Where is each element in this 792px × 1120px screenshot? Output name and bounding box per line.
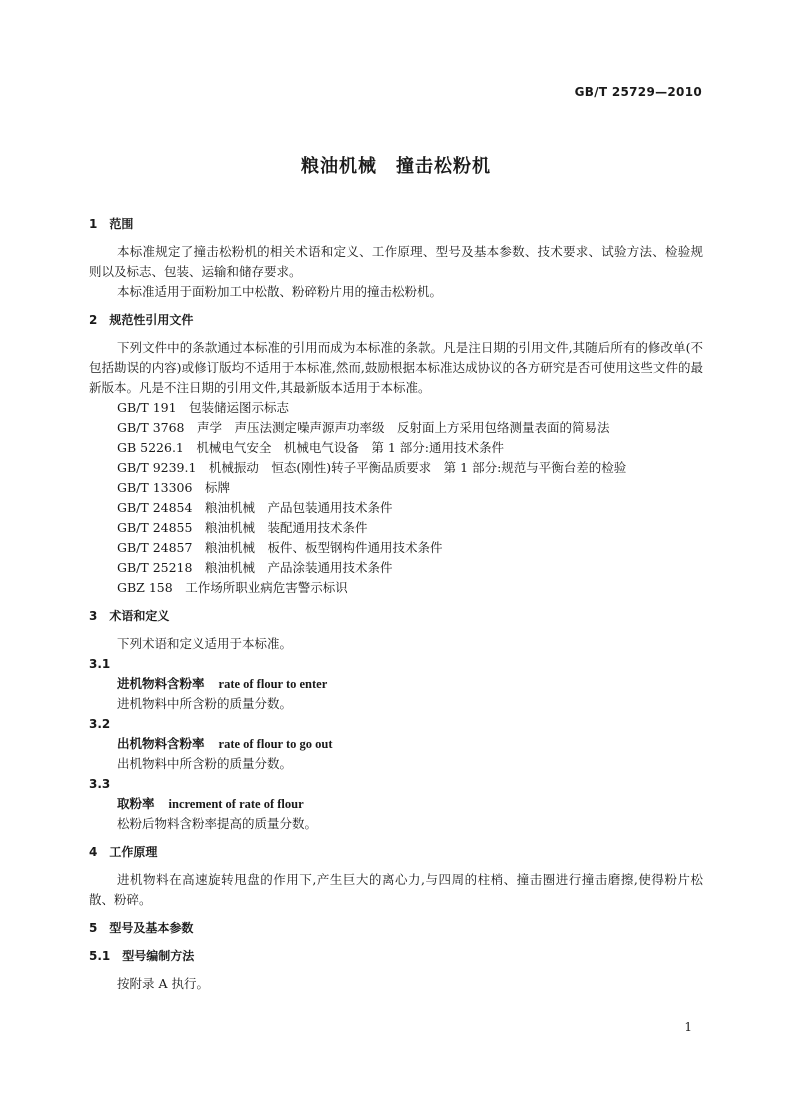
term-name (89, 734, 703, 754)
paragraph: 本标准适用于面粉加工中松散、粉碎粉片用的撞击松粉机。 (117, 284, 443, 299)
section-heading-model-parameters: 5 型号及基本参数 (89, 921, 194, 935)
document-title: 粮油机械 撞击松粉机 (301, 156, 491, 177)
reference-item: GB 5226.1 机械电气安全 机械电气设备 第 1 部分:通用技术条件 (117, 440, 504, 455)
reference-item: GB/T 24855 粮油机械 装配通用技术条件 (117, 520, 368, 535)
term-name-zh: 取粉率 (117, 796, 155, 811)
term-definition: 进机物料中所含粉的质量分数。 (117, 696, 293, 711)
reference-item: GB/T 25218 粮油机械 产品涂装通用技术条件 (117, 560, 393, 575)
section-heading-working-principle: 4 工作原理 (89, 845, 158, 859)
section-heading-terms: 3 术语和定义 (89, 609, 170, 623)
page-number: 1 (684, 1020, 692, 1034)
subsection-heading-model-method: 5.1 型号编制方法 (89, 949, 195, 963)
term-name-en: rate of flour to go out (218, 737, 333, 751)
term-definition: 松粉后物料含粉率提高的质量分数。 (117, 816, 318, 831)
standard-code: GB/T 25729—2010 (574, 85, 702, 99)
term-definition: 出机物料中所含粉的质量分数。 (117, 756, 293, 771)
term-name (89, 794, 703, 814)
term-name (89, 674, 703, 694)
paragraph: 下列文件中的条款通过本标准的引用而成为本标准的条款。凡是注日期的引用文件,其随后所有的修改单(不包括勘误的内容)或修订版均不适用于本标准,然而,鼓励根据本标准达成协议的各方研究是否可使用这些文件的最新版本。凡是不注日期的引用文件,其最新版本适用于本标准。 (89, 340, 703, 395)
reference-item: GBZ 158 工作场所职业病危害警示标识 (117, 580, 348, 595)
reference-item: GB/T 13306 标牌 (117, 480, 230, 495)
paragraph: 按附录 A 执行。 (117, 976, 209, 991)
term-number: 3.1 (89, 657, 111, 671)
term-number: 3.3 (89, 777, 111, 791)
term-name-zh: 出机物料含粉率 (117, 736, 205, 751)
document-body (89, 214, 703, 994)
reference-item: GB/T 3768 声学 声压法测定噪声源声功率级 反射面上方采用包络测量表面的简易法 (117, 420, 610, 435)
term-name-en: rate of flour to enter (218, 677, 328, 691)
section-heading-scope: 1 范围 (89, 217, 134, 231)
paragraph: 进机物料在高速旋转甩盘的作用下,产生巨大的离心力,与四周的柱梢、撞击圈进行撞击磨擦,使得粉片松散、粉碎。 (89, 872, 703, 907)
reference-item: GB/T 24857 粮油机械 板件、板型钢构件通用技术条件 (117, 540, 443, 555)
term-name-zh: 进机物料含粉率 (117, 676, 205, 691)
term-number: 3.2 (89, 717, 111, 731)
reference-item: GB/T 9239.1 机械振动 恒态(刚性)转子平衡品质要求 第 1 部分:规范与平衡台差的检验 (117, 460, 627, 475)
term-name-en: increment of rate of flour (168, 797, 304, 811)
paragraph: 下列术语和定义适用于本标准。 (117, 636, 293, 651)
reference-item: GB/T 24854 粮油机械 产品包装通用技术条件 (117, 500, 393, 515)
paragraph: 本标准规定了撞击松粉机的相关术语和定义、工作原理、型号及基本参数、技术要求、试验方法、检验规则以及标志、包装、运输和储存要求。 (89, 244, 703, 279)
section-heading-normative-references: 2 规范性引用文件 (89, 313, 194, 327)
reference-item: GB/T 191 包装储运图示标志 (117, 400, 290, 415)
